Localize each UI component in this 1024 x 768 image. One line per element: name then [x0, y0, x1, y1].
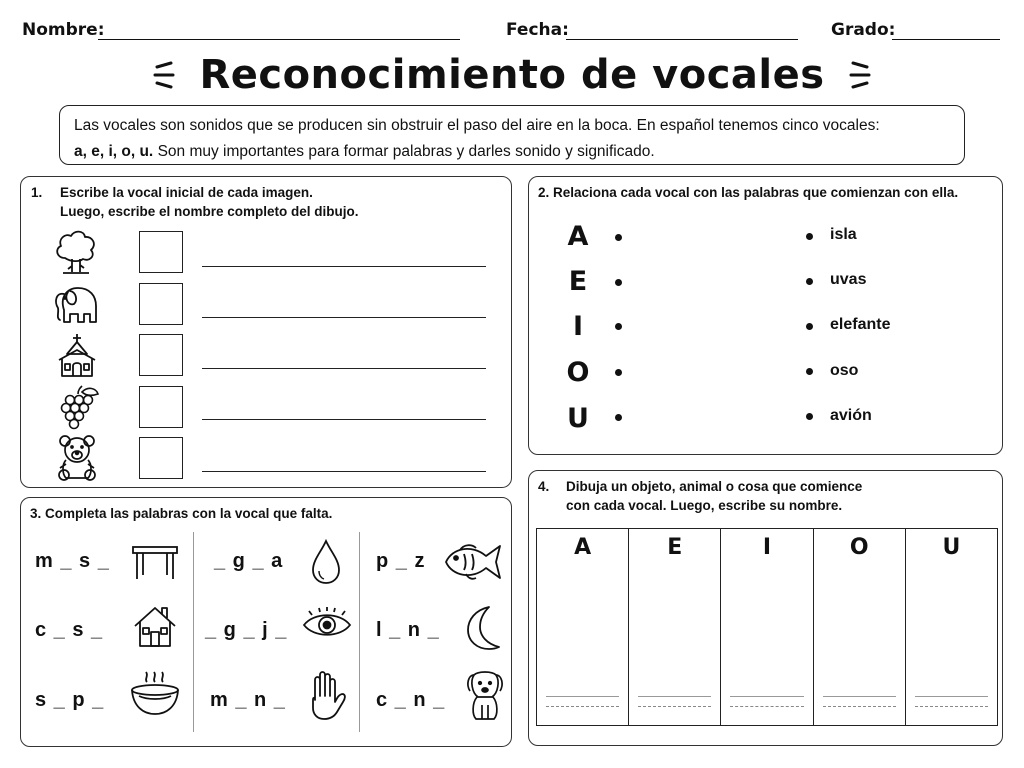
section-3-instruction: 3. Completa las palabras con la vocal que falta. [30, 506, 333, 521]
drawing-name-line[interactable] [202, 368, 486, 369]
drawing-name-line[interactable] [202, 266, 486, 267]
match-dot-left[interactable] [615, 234, 622, 241]
page-title-row [0, 52, 1024, 100]
match-dot-left[interactable] [615, 414, 622, 421]
water-drop-icon [309, 538, 343, 586]
drawing-column-u[interactable] [906, 529, 997, 725]
match-vowel-a: A [567, 221, 589, 252]
match-vowel-i: I [572, 311, 584, 342]
name-guide-line [546, 706, 619, 707]
word-blank-cuna[interactable]: c _ n _ [376, 689, 446, 711]
word-blank-sopa[interactable]: s _ p _ [35, 689, 105, 711]
grado-label: Grado: [831, 20, 896, 40]
word-blank-mesa[interactable]: m _ s _ [35, 550, 110, 572]
intro-line-1: Las vocales son sonidos que se producen sin obstruir el paso del aire en la boca. En español tenemos cinco vocales: [74, 117, 880, 134]
match-dot-left[interactable] [615, 323, 622, 330]
intro-box [59, 105, 965, 165]
match-dot-right[interactable] [806, 368, 813, 375]
initial-vowel-box[interactable] [139, 334, 183, 376]
intro-line-2 [74, 139, 950, 165]
match-dot-right[interactable] [806, 278, 813, 285]
word-blank-luna[interactable]: l _ n _ [376, 619, 440, 641]
match-vowel-u: U [567, 403, 589, 434]
intro-line-2-text: Son muy importantes para formar palabras y darles sonido y significado. [157, 143, 655, 160]
hand-icon [303, 670, 349, 722]
match-word-uvas: uvas [830, 271, 867, 288]
fecha-field[interactable] [566, 38, 798, 40]
name-writing-line[interactable] [915, 696, 988, 697]
match-word-oso: oso [830, 362, 859, 379]
match-dot-right[interactable] [806, 413, 813, 420]
teddy-bear-icon [54, 434, 100, 482]
column-divider [193, 532, 194, 732]
word-blank-pez[interactable]: p _ z [376, 550, 426, 572]
elephant-icon [50, 280, 102, 328]
word-blank-mano[interactable]: m _ n _ [210, 689, 286, 711]
drawing-column-a-label: A [574, 535, 592, 560]
name-writing-line[interactable] [730, 696, 803, 697]
drawing-column-i[interactable] [721, 529, 813, 725]
section-2-instruction: 2. Relaciona cada vocal con las palabras que comienzan con ella. [538, 185, 959, 200]
drawing-column-e[interactable] [629, 529, 721, 725]
dog-icon [464, 669, 506, 723]
name-guide-line [823, 706, 896, 707]
match-word-isla: isla [830, 226, 857, 243]
initial-vowel-box[interactable] [139, 437, 183, 479]
section-1-instruction-2: Luego, escribe el nombre completo del dibujo. [60, 204, 359, 219]
drawing-column-i-label: I [762, 535, 772, 560]
drawing-grid [536, 528, 998, 726]
section-1-number: 1. [31, 185, 43, 200]
sparkle-right-icon [847, 60, 871, 90]
word-blank-casa[interactable]: c _ s _ [35, 619, 104, 641]
initial-vowel-box[interactable] [139, 386, 183, 428]
house-icon [132, 604, 178, 650]
soup-bowl-icon [129, 670, 181, 720]
match-dot-right[interactable] [806, 323, 813, 330]
section-4-instruction-1: Dibuja un objeto, animal o cosa que comience [566, 479, 863, 494]
match-vowel-o: O [566, 357, 590, 388]
initial-vowel-box[interactable] [139, 231, 183, 273]
word-blank-agua[interactable]: _ g _ a [214, 550, 284, 572]
grapes-icon [56, 384, 102, 432]
initial-vowel-box[interactable] [139, 283, 183, 325]
match-dot-left[interactable] [615, 369, 622, 376]
match-dot-left[interactable] [615, 279, 622, 286]
drawing-column-e-label: E [667, 535, 683, 560]
moon-icon [463, 604, 501, 652]
name-writing-line[interactable] [638, 696, 711, 697]
eye-icon [302, 608, 352, 642]
drawing-column-o-label: O [849, 535, 869, 560]
match-word-avion: avión [830, 407, 872, 424]
match-dot-right[interactable] [806, 233, 813, 240]
intro-vowels: a, e, i, o, u. [74, 143, 154, 160]
name-guide-line [730, 706, 803, 707]
grado-field[interactable] [892, 38, 1000, 40]
name-guide-line [638, 706, 711, 707]
drawing-column-u-label: U [942, 535, 961, 560]
fish-icon [442, 540, 504, 584]
table-icon [131, 543, 179, 583]
page-title: Reconocimiento de vocales [199, 52, 825, 98]
name-writing-line[interactable] [546, 696, 619, 697]
section-4-instruction-2: con cada vocal. Luego, escribe su nombre. [566, 498, 843, 513]
match-word-elefante: elefante [830, 316, 891, 333]
tree-icon [53, 228, 99, 276]
church-icon [55, 332, 99, 380]
nombre-field[interactable] [98, 38, 460, 40]
drawing-name-line[interactable] [202, 471, 486, 472]
drawing-name-line[interactable] [202, 419, 486, 420]
name-guide-line [915, 706, 988, 707]
drawing-column-a[interactable] [537, 529, 629, 725]
section-4-number: 4. [538, 479, 550, 494]
name-writing-line[interactable] [823, 696, 896, 697]
section-1-instruction-1: Escribe la vocal inicial de cada imagen. [60, 185, 313, 200]
column-divider [359, 532, 360, 732]
nombre-label: Nombre: [22, 20, 105, 40]
drawing-name-line[interactable] [202, 317, 486, 318]
section-2-panel [528, 176, 1003, 455]
sparkle-left-icon [153, 60, 177, 90]
drawing-column-o[interactable] [814, 529, 906, 725]
fecha-label: Fecha: [506, 20, 569, 40]
match-vowel-e: E [568, 266, 588, 297]
word-blank-ojo[interactable]: _ g _ j _ [205, 619, 288, 641]
